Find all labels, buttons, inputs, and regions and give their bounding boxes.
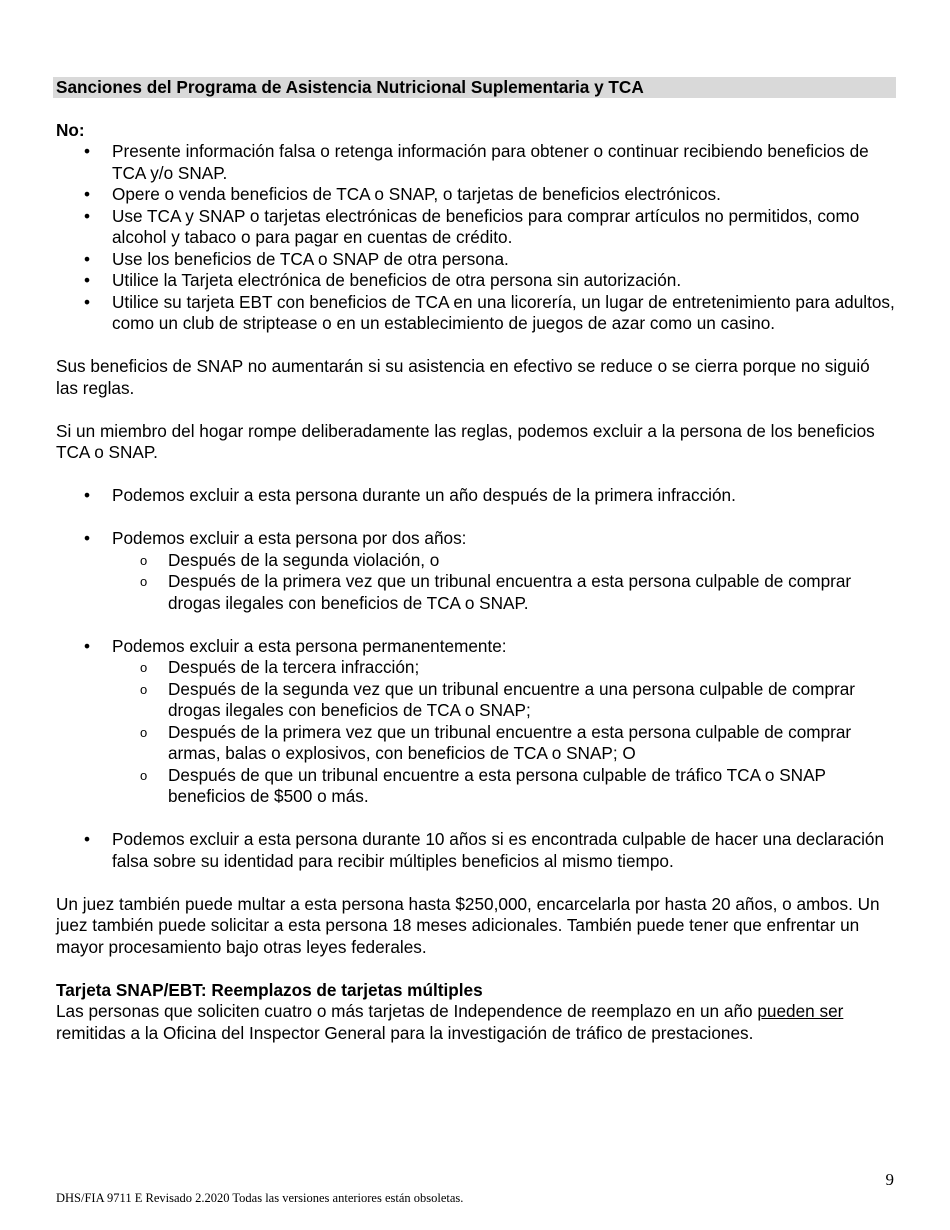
bullet: • — [84, 528, 91, 548]
bullet: • — [84, 184, 91, 204]
sub-bullet: o — [140, 767, 148, 783]
list-item: • Utilice la Tarjeta electrónica de beneficios de otra persona sin autorización. — [84, 270, 682, 290]
exclusion-paragraph: Si un miembro del hogar rompe deliberadamente las reglas, podemos excluir a la persona de los beneficios TCA o SNAP. — [56, 420, 875, 462]
bullet: • — [84, 829, 91, 849]
bullet: • — [84, 141, 91, 161]
list-item: • Use TCA y SNAP o tarjetas electrónicas de beneficios para comprar artículos no permitidos, como alcohol y tabaco o para pagar en cuentas de crédito. — [84, 205, 860, 247]
prohibitions-list — [56, 141, 896, 335]
sub-list-item: o Después de que un tribunal encuentre a esta persona culpable de tráfico TCA o SNAP beneficios de $500 o más. — [140, 764, 826, 806]
underlined-text: pueden ser — [757, 1001, 844, 1021]
sub-bullet: o — [140, 660, 148, 675]
sub-bullet: o — [140, 681, 148, 697]
sub-bullet: o — [140, 724, 148, 740]
ebt-paragraph: Las personas que soliciten cuatro o más tarjetas de Independence de reemplazo en un año pueden ser remitidas a la Oficina del Inspector General para la investigación de tráfico de prestaciones. — [56, 1001, 844, 1043]
list-item: • Opere o venda beneficios de TCA o SNAP, o tarjetas de beneficios electrónicos. — [84, 184, 721, 204]
exclusions-permanent-list — [56, 636, 896, 808]
bullet: • — [84, 270, 91, 290]
list-item: • Utilice su tarjeta EBT con beneficios de TCA en una licorería, un lugar de entretenimiento para adultos, como un club de striptease o en un establecimiento de juegos de azar como un casino. — [84, 291, 895, 333]
list-item: • Use los beneficios de TCA o SNAP de otra persona. — [84, 248, 509, 269]
sub-list-item: o Después de la primera vez que un tribunal encuentre a esta persona culpable de comprar armas, balas o explosivos, con beneficios de TCA o SNAP; O — [140, 721, 852, 763]
exclusion-two-years: • Podemos excluir a esta persona por dos años: o Después de la segunda violación, o o Después de la primera vez que un tribunal encuentra a esta persona culpable de comprar drogas ilegales con beneficios de TCA o SNAP. — [56, 528, 896, 614]
bullet: • — [84, 205, 91, 226]
ebt-heading: Tarjeta SNAP/EBT: Reemplazos de tarjetas múltiples — [56, 979, 483, 1000]
exclusions-list — [56, 485, 896, 507]
sub-list — [112, 657, 896, 808]
bullet: • — [84, 291, 91, 312]
sub-list — [112, 550, 896, 615]
bullet: • — [84, 248, 91, 269]
section-title: Sanciones del Programa de Asistencia Nutricional Suplementaria y TCA — [53, 77, 896, 98]
page-content — [56, 77, 896, 1044]
exclusions-ten-years-list — [56, 829, 896, 872]
bullet: • — [84, 485, 91, 505]
list-item: • Presente información falsa o retenga información para obtener o continuar recibiendo beneficios de TCA y/o SNAP. — [84, 141, 869, 183]
sub-list-item: o Después de la segunda violación, o — [140, 549, 440, 570]
snap-paragraph: Sus beneficios de SNAP no aumentarán si su asistencia en efectivo se reduce o se cierra porque no siguió las reglas. — [56, 356, 870, 398]
exclusion-ten-years: • Podemos excluir a esta persona durante 10 años si es encontrada culpable de hacer una declaración falsa sobre su identidad para recibir múltiples beneficios al mismo tiempo. — [84, 829, 885, 871]
exclusion-permanent: • Podemos excluir a esta persona permanentemente: o Después de la tercera infracción; o Después de la segunda vez que un tribunal encuentre a una persona culpable de comprar drogas ilegales con beneficios de TCA o SNAP; o Después de la primera vez que un tribunal encuentre a esta persona culpable de comprar armas, balas o explosivos, con beneficios de TCA o SNAP; O o Después de que un tribunal encuentre a esta persona culpable de tráfico TCA o SNAP beneficios de $500 o más. — [56, 636, 896, 808]
exclusions-two-years-list — [56, 528, 896, 614]
bullet: • — [84, 635, 91, 656]
sub-list-item: o Después de la tercera infracción; — [140, 657, 420, 677]
no-label: No: — [56, 119, 85, 140]
judge-paragraph: Un juez también puede multar a esta persona hasta $250,000, encarcelarla por hasta 20 años, o ambos. Un juez también puede solicitar a esta persona 18 meses adicionales. También puede tener que enfrentar un mayor procesamiento bajo otras leyes federales. — [56, 893, 880, 957]
page-number: 9 — [885, 1170, 894, 1189]
sub-list-item: o Después de la segunda vez que un tribunal encuentre a una persona culpable de comprar drogas ilegales con beneficios de TCA o SNAP; — [140, 678, 856, 720]
exclusion-one-year: • Podemos excluir a esta persona durante un año después de la primera infracción. — [84, 485, 736, 505]
sub-bullet: o — [140, 552, 148, 568]
footer-text: DHS/FIA 9711 E Revisado 2.2020 Todas las versiones anteriores están obsoletas. — [56, 1191, 464, 1205]
sub-bullet: o — [140, 574, 148, 589]
sub-list-item: o Después de la primera vez que un tribunal encuentra a esta persona culpable de comprar drogas ilegales con beneficios de TCA o SNAP. — [140, 571, 852, 613]
